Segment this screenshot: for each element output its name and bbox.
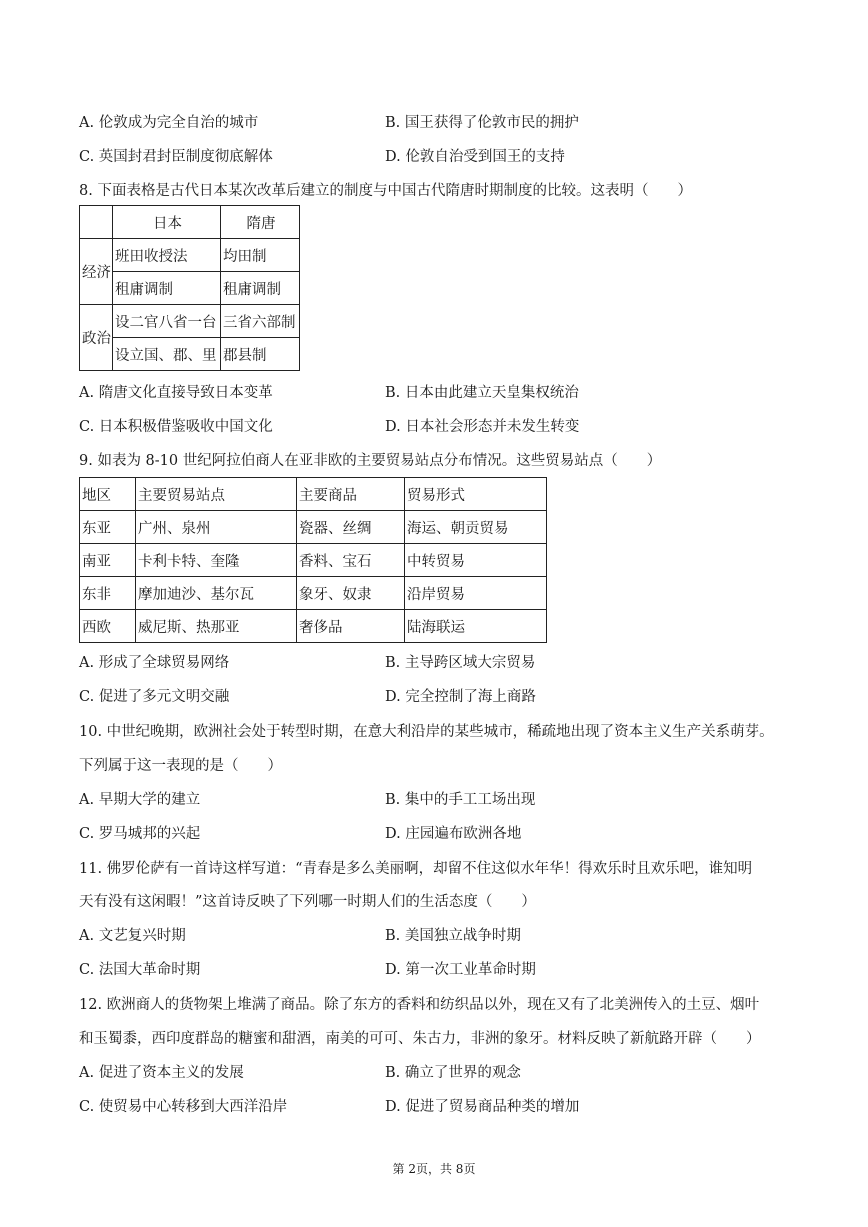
q10-option-b: B. 集中的手工工场出现 xyxy=(385,792,536,808)
q11-option-d: D. 第一次工业革命时期 xyxy=(385,962,536,978)
table-cell: 设立国、郡、里 xyxy=(113,338,221,371)
table-cell: 东亚 xyxy=(80,511,136,544)
q8-option-d: D. 日本社会形态并未发生转变 xyxy=(385,419,580,435)
q10-option-d: D. 庄园遍布欧洲各地 xyxy=(385,826,522,842)
q10-stem-line2: 下列属于这一表现的是（ ） xyxy=(79,758,282,774)
table-row xyxy=(80,239,300,272)
table-group-label: 经济 xyxy=(80,239,113,305)
table-row xyxy=(80,338,300,371)
table-cell xyxy=(80,206,113,239)
q8-option-a: A. 隋唐文化直接导致日本变革 xyxy=(79,385,273,401)
q10-option-a: A. 早期大学的建立 xyxy=(79,792,201,808)
q10-stem-line1: 10. 中世纪晚期，欧洲社会处于转型时期，在意大利沿岸的某些城市，稀疏地出现了资本主义生产关系萌芽。 xyxy=(79,724,774,740)
table-cell: 广州、泉州 xyxy=(136,511,297,544)
q9-option-a: A. 形成了全球贸易网络 xyxy=(79,655,230,671)
table-cell: 班田收授法 xyxy=(113,239,221,272)
q7-option-b: B. 国王获得了伦敦市民的拥护 xyxy=(385,115,579,131)
table-cell: 奢侈品 xyxy=(297,610,405,643)
table-row xyxy=(80,577,547,610)
table-cell: 设二官八省一台 xyxy=(113,305,221,338)
q8-option-b: B. 日本由此建立天皇集权统治 xyxy=(385,385,579,401)
q8-table xyxy=(79,205,300,371)
table-cell: 三省六部制 xyxy=(221,305,300,338)
table-cell: 摩加迪沙、基尔瓦 xyxy=(136,577,297,610)
table-cell: 象牙、奴隶 xyxy=(297,577,405,610)
table-header: 日本 xyxy=(113,206,221,239)
q11-option-a: A. 文艺复兴时期 xyxy=(79,928,186,944)
q11-stem-line1: 11. 佛罗伦萨有一首诗这样写道：“青春是多么美丽啊，却留不住这似水年华！得欢乐时且欢乐吧，谁知明 xyxy=(79,861,753,877)
table-row xyxy=(80,511,547,544)
q12-stem-line1: 12. 欧洲商人的货物架上堆满了商品。除了东方的香料和纺织品以外，现在又有了北美洲传入的土豆、烟叶 xyxy=(79,997,760,1013)
table-cell: 海运、朝贡贸易 xyxy=(405,511,547,544)
table-cell: 中转贸易 xyxy=(405,544,547,577)
table-cell: 西欧 xyxy=(80,610,136,643)
table-header: 地区 xyxy=(80,478,136,511)
q9-option-c: C. 促进了多元文明交融 xyxy=(79,689,230,705)
table-cell: 南亚 xyxy=(80,544,136,577)
q12-option-d: D. 促进了贸易商品种类的增加 xyxy=(385,1099,580,1115)
q10-option-c: C. 罗马城邦的兴起 xyxy=(79,826,201,842)
q7-option-c: C. 英国封君封臣制度彻底解体 xyxy=(79,149,273,165)
q7-option-d: D. 伦敦自治受到国王的支持 xyxy=(385,149,565,165)
q12-option-b: B. 确立了世界的观念 xyxy=(385,1065,521,1081)
q11-stem-line2: 天有没有这闲暇！”这首诗反映了下列哪一时期人们的生活态度（ ） xyxy=(79,894,536,910)
table-row xyxy=(80,272,300,305)
table-cell: 瓷器、丝绸 xyxy=(297,511,405,544)
table-cell: 威尼斯、热那亚 xyxy=(136,610,297,643)
table-cell: 香料、宝石 xyxy=(297,544,405,577)
table-cell: 陆海联运 xyxy=(405,610,547,643)
table-cell: 租庸调制 xyxy=(113,272,221,305)
table-cell: 均田制 xyxy=(221,239,300,272)
table-cell: 卡利卡特、奎隆 xyxy=(136,544,297,577)
q11-option-c: C. 法国大革命时期 xyxy=(79,962,201,978)
q12-option-a: A. 促进了资本主义的发展 xyxy=(79,1065,244,1081)
q11-option-b: B. 美国独立战争时期 xyxy=(385,928,521,944)
table-row xyxy=(80,544,547,577)
q7-option-a: A. 伦敦成为完全自治的城市 xyxy=(79,115,259,131)
table-header: 隋唐 xyxy=(221,206,300,239)
q8-option-c: C. 日本积极借鉴吸收中国文化 xyxy=(79,419,273,435)
q9-option-b: B. 主导跨区域大宗贸易 xyxy=(385,655,536,671)
table-cell: 东非 xyxy=(80,577,136,610)
table-header: 主要贸易站点 xyxy=(136,478,297,511)
q12-option-c: C. 使贸易中心转移到大西洋沿岸 xyxy=(79,1099,288,1115)
table-group-label: 政治 xyxy=(80,305,113,371)
table-cell: 租庸调制 xyxy=(221,272,300,305)
page-footer: 第 2页，共 8页 xyxy=(392,1162,476,1176)
table-cell: 郡县制 xyxy=(221,338,300,371)
q9-option-d: D. 完全控制了海上商路 xyxy=(385,689,536,705)
table-header: 主要商品 xyxy=(297,478,405,511)
table-row xyxy=(80,478,547,511)
q8-stem: 8. 下面表格是古代日本某次改革后建立的制度与中国古代隋唐时期制度的比较。这表明（ ） xyxy=(79,183,692,199)
table-row xyxy=(80,206,300,239)
table-header: 贸易形式 xyxy=(405,478,547,511)
table-row xyxy=(80,610,547,643)
q9-stem: 9. 如表为 8-10 世纪阿拉伯商人在亚非欧的主要贸易站点分布情况。这些贸易站点（ ） xyxy=(79,453,662,469)
q12-stem-line2: 和玉蜀黍，西印度群岛的糖蜜和甜酒，南美的可可、朱古力，非洲的象牙。材料反映了新航路开辟（ ） xyxy=(79,1031,761,1047)
table-row xyxy=(80,305,300,338)
q9-table xyxy=(79,477,547,643)
table-cell: 沿岸贸易 xyxy=(405,577,547,610)
